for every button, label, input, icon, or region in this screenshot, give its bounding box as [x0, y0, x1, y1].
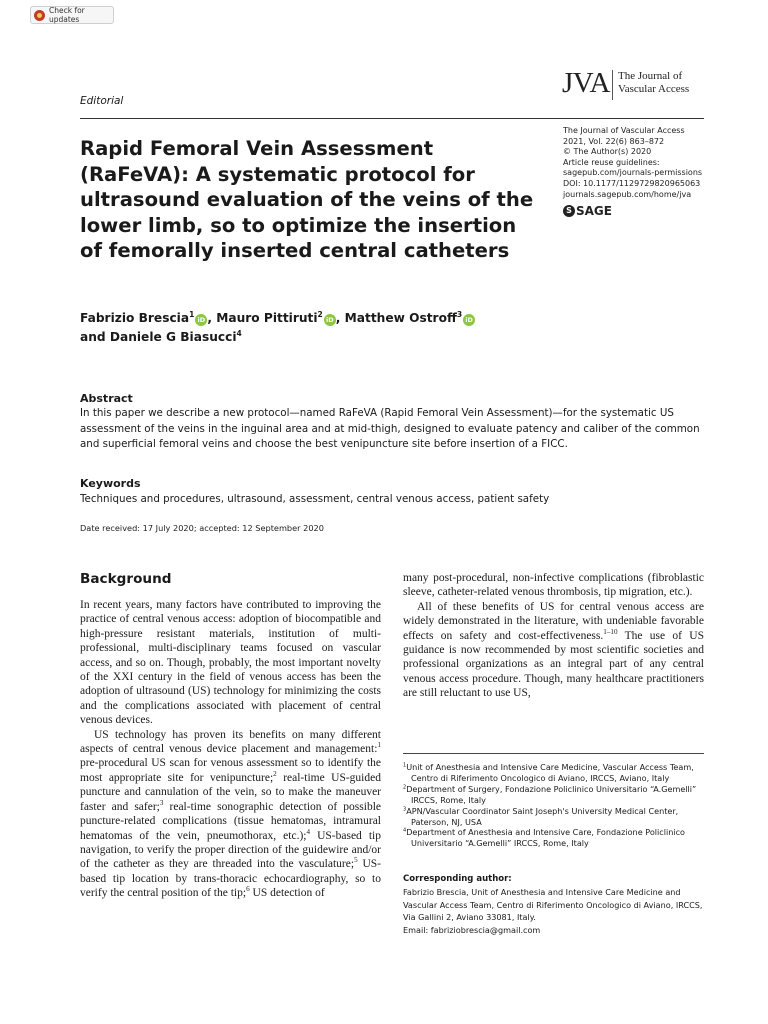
keywords-text: Techniques and procedures, ultrasound, assessment, central venous access, patient safety [80, 493, 550, 505]
body-paragraph: many post-procedural, non-infective complications (fibroblastic sleeve, catheter-related venous thrombosis, tip migration, etc.). [403, 572, 704, 599]
author-name[interactable]: Matthew Ostroff [344, 311, 457, 325]
author-line [80, 309, 550, 328]
author-name[interactable]: Mauro Pittiruti [216, 311, 318, 325]
affiliation-text: Unit of Anesthesia and Intensive Care Medicine, Vascular Access Team, Centro di Riferimento Oncologico di Aviano, IRCCS, Aviano, Italy [406, 762, 694, 783]
affiliation-marker: 2 [317, 309, 323, 319]
journal-name-line1: The Journal of [618, 70, 683, 82]
permissions-link[interactable]: sagepub.com/journals-permissions [563, 168, 703, 178]
body-paragraph [80, 728, 381, 901]
affiliation-number: 3 [403, 805, 407, 812]
body-text: real-time sonographic detection of possible puncture-related complications (tissue hematomas, intramural hematomas of the vein, pneumothorax, etc.); [80, 800, 381, 842]
body-text: US technology has proven its benefits on many different aspects of central venous device placement and management: [80, 728, 381, 756]
keywords-heading: Keywords [80, 477, 141, 490]
corresponding-author-details [403, 886, 704, 936]
abstract-heading: Abstract [80, 392, 133, 405]
affiliation-list [403, 762, 704, 849]
publisher-logo [563, 204, 612, 218]
corresponding-author-heading: Corresponding author: [403, 874, 512, 884]
affiliation-marker: 4 [236, 328, 242, 338]
journal-name-line2: Vascular Access [618, 83, 690, 95]
section-label: Editorial [80, 95, 124, 107]
crossmark-icon [34, 10, 45, 21]
doi-link[interactable]: DOI: 10.1177/1129729820965063 [563, 178, 701, 188]
citation-marker[interactable]: 3 [159, 798, 164, 807]
journal-logo-name [618, 70, 708, 96]
citation-marker[interactable]: 5 [354, 856, 358, 865]
journal-meta-line: Article reuse guidelines: [563, 157, 660, 167]
affiliation-text: APN/Vascular Coordinator Saint Joseph's University Medical Center, Paterson, NJ, USA [406, 805, 679, 827]
journal-meta [563, 126, 702, 200]
affiliation-number: 4 [403, 827, 407, 834]
body-column-right [403, 571, 704, 701]
citation-marker[interactable]: 2 [273, 770, 277, 779]
body-text: US-based tip navigation, to verify the proper direction of the guidewire and/or of the catheter as they are threaded into the vasculature; [80, 829, 381, 871]
author-list [80, 309, 550, 347]
citation-marker[interactable]: 6 [246, 885, 250, 894]
sage-icon: S [563, 205, 575, 217]
affiliation-item [403, 784, 704, 806]
article-title: Rapid Femoral Vein Assessment (RaFeVA): A systematic protocol for ultrasound evaluation of the veins of the lower limb, so to optimize the insertion of femorally inserted central catheters [80, 137, 534, 263]
orcid-icon[interactable]: iD [195, 314, 207, 326]
body-text: real-time US-guided puncture and cannulation of the vein, so to make the maneuver faster and safer; [80, 771, 381, 813]
orcid-icon[interactable]: iD [463, 314, 475, 326]
body-text: pre-procedural US scan for venous assessment so to identify the most appropriate site for venipuncture; [80, 757, 381, 784]
affiliation-text: Department of Surgery, Fondazione Policlinico Universitario “A.Gemelli” IRCCS, Rome, Italy [406, 783, 697, 805]
background-heading: Background [80, 571, 172, 587]
journal-logo-divider [612, 70, 613, 100]
affiliation-item [403, 806, 704, 828]
body-column-left [80, 598, 381, 901]
journal-meta-line: 2021, Vol. 22(6) 863–872 [563, 136, 665, 146]
abstract-text: In this paper we describe a new protocol—named RaFeVA (Rapid Femoral Vein Assessment)—for the systematic US assessment of the veins in the inguinal area and at mid-thigh, designed to evaluate patency and caliber of the common and superficial femoral veins and choose the best venipuncture site before insertion of a FICC. [80, 407, 700, 451]
footnote-rule [403, 753, 704, 754]
author-separator: , [335, 311, 345, 325]
affiliation-marker: 3 [456, 309, 463, 319]
affiliation-text: Department of Anesthesia and Intensive Care, Fondazione Policlinico Universitario “A.Gemelli” IRCCS, Rome, Italy [406, 827, 686, 849]
body-text: US-based tip location by trans-thoracic echocardiography, so to verify the central position of the tip; [80, 858, 381, 900]
received-accepted-dates: Date received: 17 July 2020; accepted: 12 September 2020 [80, 523, 324, 533]
journal-home-link[interactable]: journals.sagepub.com/home/jva [563, 189, 692, 199]
journal-meta-line: © The Author(s) 2020 [563, 147, 652, 157]
body-paragraph [403, 600, 704, 701]
check-for-updates-button[interactable] [30, 6, 114, 24]
journal-logo-abbr: JVA [562, 67, 610, 99]
check-for-updates-label: Check for updates [49, 6, 85, 24]
body-text: The use of US guidance is now recommended by most scientific societies and professional organizations as an integral part of any central venous access procedure. Though, many healthcare practitioners are still reluctant to use US, [403, 629, 705, 700]
orcid-icon[interactable]: iD [324, 314, 336, 326]
citation-marker[interactable]: 1 [377, 741, 381, 750]
citation-marker[interactable]: 1–10 [603, 627, 618, 636]
affiliation-item [403, 827, 704, 849]
author-name[interactable]: Fabrizio Brescia [80, 311, 190, 325]
affiliation-item [403, 762, 704, 784]
author-separator: , [207, 311, 217, 325]
author-line [80, 328, 550, 347]
affiliation-number: 1 [403, 762, 407, 769]
body-text: US detection of [249, 887, 325, 900]
body-text: All of these benefits of US for central venous access are widely demonstrated in the literature, with undeniable favorable effects on safety and cost-effectiveness. [403, 600, 704, 642]
corresponding-email-link[interactable]: Email: fabriziobrescia@gmail.com [403, 924, 541, 935]
affiliation-number: 2 [403, 784, 407, 791]
citation-marker[interactable]: 4 [306, 827, 311, 836]
affiliation-marker: 1 [189, 309, 195, 319]
body-paragraph: In recent years, many factors have contributed to improving the practice of central venous access: adoption of biocompatible and high-pressure resistant materials, institution of multi-professional, multi-disciplinary teams focused on vascular access, and so on. Though, probably, the most important novelty of the XXI century in the field of venous access has been the adoption of ultrasound (US) technology for minimizing the costs and the complications associated with placement of central venous devices. [80, 599, 381, 727]
author-name[interactable]: and Daniele G Biasucci [80, 330, 237, 344]
publisher-name: SAGE [576, 204, 612, 218]
header-rule [80, 118, 704, 119]
journal-meta-line: The Journal of Vascular Access [563, 126, 685, 135]
corresponding-address: Fabrizio Brescia, Unit of Anesthesia and Intensive Care Medicine and Vascular Access Team, Centro di Riferimento Oncologico di Aviano, IRCCS, Via Gallini 2, Aviano 33081, Italy. [403, 887, 703, 923]
